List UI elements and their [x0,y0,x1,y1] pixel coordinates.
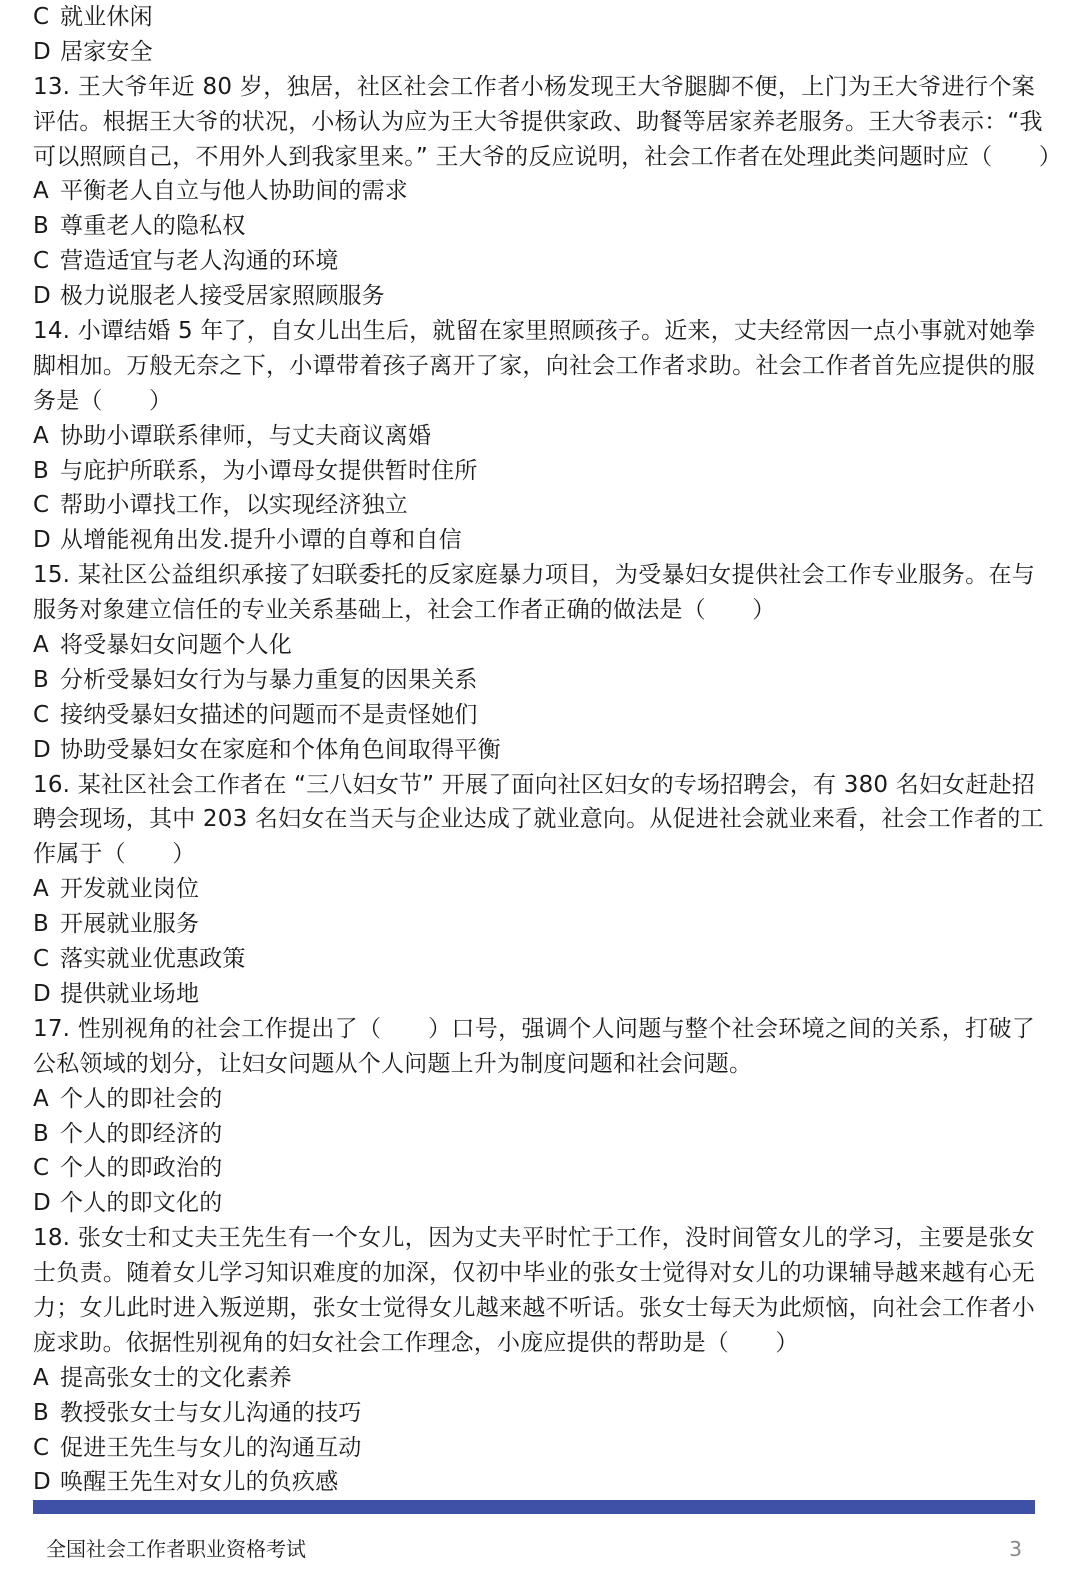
option-line [33,872,1035,907]
option-line [33,1396,1035,1431]
option-letter: A [33,632,49,659]
question-stem-line: 作属于（ ） [33,841,196,868]
option-text: 接纳受暴妇女描述的问题而不是责怪她们 [60,701,478,728]
option-line [33,663,1035,698]
question-stem-line: 15. 某社区公益组织承接了妇联委托的反家庭暴力项目，为受暴妇女提供社会工作专业服务。在与 [33,562,1035,589]
option-line [33,1151,1035,1186]
option-line [33,628,1035,663]
option-letter: A [33,422,49,449]
option-text: 分析受暴妇女行为与暴力重复的因果关系 [60,666,478,693]
option-letter: A [33,876,49,903]
option-line [33,279,1035,314]
question-stem-line: 17. 性别视角的社会工作提出了（ ）口号，强调个人问题与整个社会环境之间的关系，打破了 [33,1015,1035,1042]
option-text: 个人的即政治的 [60,1155,223,1182]
option-text: 居家安全 [60,38,153,65]
option-letter: C [33,4,50,30]
option-text: 帮助小谭找工作，以实现经济独立 [60,492,408,519]
option-letter: B [33,911,49,938]
option-text: 开展就业服务 [60,911,200,938]
footer-divider-bar [33,1500,1035,1514]
option-line [33,1431,1035,1466]
option-letter: D [33,980,51,1007]
option-text: 落实就业优惠政策 [60,946,246,973]
option-letter: B [33,666,49,693]
option-line [33,1186,1035,1221]
option-line [33,907,1035,942]
option-letter: C [33,701,50,728]
option-line [33,419,1035,454]
page-number: 3 [1009,1537,1022,1561]
option-letter: A [33,1085,49,1112]
question-stem-line: 16. 某社区社会工作者在 “三八妇女节” 开展了面向社区妇女的专场招聘会，有 380 名妇女赶赴招 [33,771,1035,798]
option-line [33,523,1035,558]
option-text: 与庇护所联系，为小谭母女提供暂时住所 [60,457,478,484]
option-letter: A [33,1364,49,1391]
option-line [33,1117,1035,1152]
option-text: 从增能视角出发.提升小谭的自尊和自信 [60,527,462,554]
footer-exam-title: 全国社会工作者职业资格考试 [46,1537,306,1561]
option-letter: C [33,946,50,973]
option-text: 提供就业场地 [60,980,200,1007]
option-text: 营造适宜与老人沟通的环境 [60,248,339,275]
option-text: 协助受暴妇女在家庭和个体角色间取得平衡 [60,736,501,763]
option-line [33,733,1035,768]
question-stem-line: 庞求助。依据性别视角的妇女社会工作理念，小庞应提供的帮助是（ ） [33,1329,799,1356]
option-text: 个人的即经济的 [60,1120,223,1147]
option-line [33,1465,1035,1500]
option-line [33,174,1035,209]
option-letter: D [33,736,51,763]
option-line [33,1361,1035,1396]
option-text: 提高张女士的文化素养 [60,1364,292,1391]
option-text: 个人的即社会的 [60,1085,223,1112]
option-text: 就业休闲 [60,4,153,30]
option-letter: B [33,1120,49,1147]
question-stem-line: 务是（ ） [33,387,173,414]
option-letter: C [33,1434,50,1461]
option-line [33,977,1035,1012]
option-letter: D [33,283,51,310]
option-letter: C [33,1155,50,1182]
question-stem-line: 脚相加。万般无奈之下，小谭带着孩子离开了家，向社会工作者求助。社会工作者首先应提供的服 [33,352,1035,379]
option-letter: C [33,492,50,519]
question-stem-line: 14. 小谭结婚 5 年了，自女儿出生后，就留在家里照顾孩子。近来，丈夫经常因一点小事就对她拳 [33,318,1036,345]
question-stem-line: 聘会现场，其中 203 名妇女在当天与企业达成了就业意向。从促进社会就业来看，社会工作者的工 [33,806,1044,833]
option-letter: A [33,178,49,205]
option-text: 将受暴妇女问题个人化 [60,632,292,659]
option-text: 教授张女士与女儿沟通的技巧 [60,1399,362,1426]
question-stem-line: 服务对象建立信任的专业关系基础上，社会工作者正确的做法是（ ） [33,597,776,624]
option-line [33,698,1035,733]
option-letter: D [33,527,51,554]
option-letter: B [33,457,49,484]
question-stem-line: 13. 王大爷年近 80 岁，独居，社区社会工作者小杨发现王大爷腿脚不便，上门为王大爷进行个案 [33,73,1035,100]
question-stem-line: 力；女儿此时进入叛逆期，张女士觉得女儿越来越不听话。张女士每天为此烦恼，向社会工作者小 [33,1294,1035,1321]
option-text: 开发就业岗位 [60,876,200,903]
option-letter: B [33,213,49,240]
option-letter: D [33,1190,51,1217]
option-line [33,244,1035,279]
question-stem-line: 可以照顾自己，不用外人到我家里来。” 王大爷的反应说明，社会工作者在处理此类问题时应（ ） [33,143,1062,170]
option-letter: D [33,38,51,65]
question-content [33,0,1062,1500]
option-line [33,0,1035,35]
option-line [33,209,1035,244]
option-letter: C [33,248,50,275]
option-text: 唤醒王先生对女儿的负疚感 [60,1469,339,1496]
question-stem-line: 评估。根据王大爷的状况，小杨认为应为王大爷提供家政、助餐等居家养老服务。王大爷表示：“我 [33,108,1043,135]
option-line [33,35,1035,70]
option-text: 极力说服老人接受居家照顾服务 [60,283,385,310]
option-text: 尊重老人的隐私权 [60,213,246,240]
option-line [33,454,1035,489]
option-text: 个人的即文化的 [60,1190,223,1217]
question-stem-line: 公私领域的划分，让妇女问题从个人问题上升为制度问题和社会问题。 [33,1050,753,1077]
question-stem-line: 士负责。随着女儿学习知识难度的加深，仅初中毕业的张女士觉得对女儿的功课辅导越来越有心无 [33,1260,1035,1287]
question-stem-line: 18. 张女士和丈夫王先生有一个女儿，因为丈夫平时忙于工作，没时间管女儿的学习，主要是张女 [33,1225,1035,1252]
option-line [33,942,1035,977]
option-text: 促进王先生与女儿的沟通互动 [60,1434,362,1461]
option-text: 协助小谭联系律师，与丈夫商议离婚 [60,422,432,449]
option-line [33,488,1035,523]
option-text: 平衡老人自立与他人协助间的需求 [60,178,408,205]
option-line [33,1082,1035,1117]
option-letter: D [33,1469,51,1496]
option-letter: B [33,1399,49,1426]
